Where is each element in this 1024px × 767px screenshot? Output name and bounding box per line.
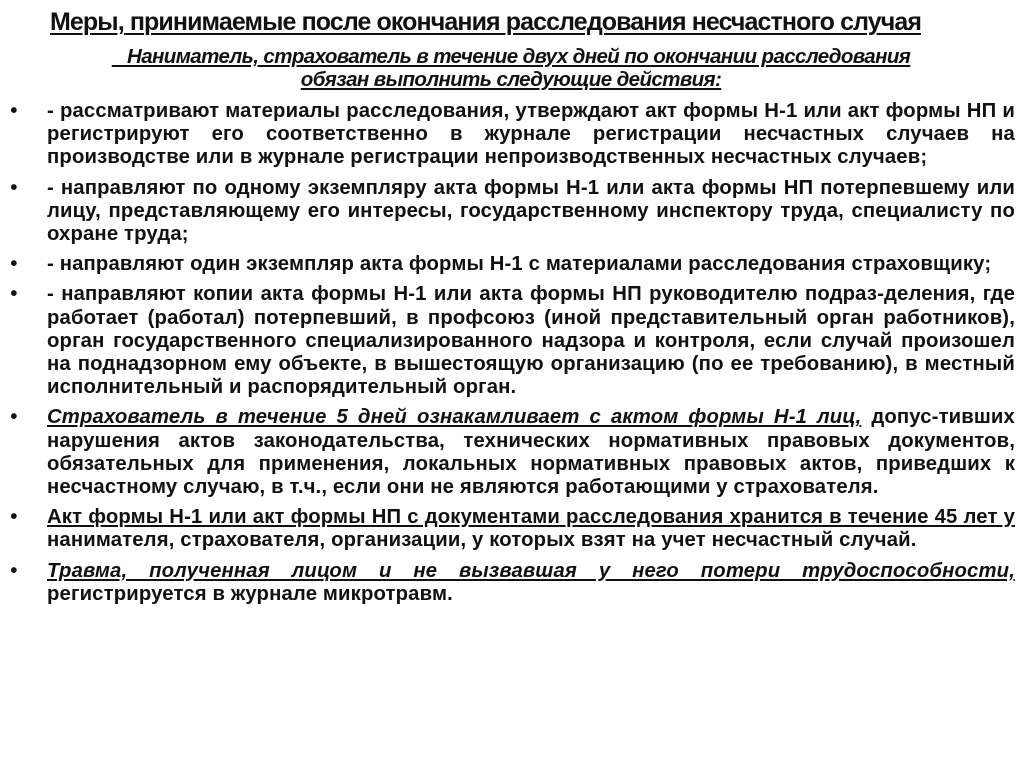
item-text: - направляют копии акта формы Н-1 или акта формы НП руководителю подраз-деления, где работает (работал) потерпевший, в профсоюз (иной представительный орган работников), орган государственного специализированного надзора и контроля, если случай произошел на поднадзорном ему объекте, в вышестоящую организацию (по ее требованию), в местный исполнительный и распорядительный орган. — [47, 283, 1015, 399]
item-text: регистрируется в журнале микротравм. — [47, 582, 453, 605]
bullet-icon: • — [10, 406, 18, 429]
subtitle-line-1: Наниматель, страхователь в течение двух дней по окончании расследования — [127, 45, 911, 68]
item-text: - рассматривают материалы расследования, утверждают акт формы Н-1 или акт формы НП и регистрируют его соответственно в журнале регистрации несчастных случаев на производстве или в журнале регистрации непроизводственных несчастных случаев; — [47, 100, 1015, 169]
list-item-send-copies-victim — [0, 177, 1024, 247]
list-item-review-materials — [0, 100, 1024, 170]
item-emphasis: Страхователь в течение 5 дней ознакамливает с актом формы Н-1 лиц, — [47, 406, 862, 429]
item-emphasis: Травма, полученная лицом и не вызвавшая у него потери трудоспособности, — [47, 559, 1015, 582]
bullet-icon: • — [10, 559, 18, 582]
bullet-icon: • — [10, 100, 18, 122]
list-item-send-copies-authorities — [0, 283, 1024, 399]
subtitle-leading-space — [112, 45, 127, 68]
item-text: - направляют один экземпляр акта формы Н-1 с материалами расследования страховщику; — [47, 253, 992, 276]
item-underlined: Акт формы Н-1 или акт формы НП с документами расследования хранится в течение 45 лет у — [47, 506, 1015, 529]
bullet-icon: • — [10, 253, 18, 276]
list-item-microtrauma — [0, 560, 1024, 606]
bullet-list — [0, 100, 1024, 613]
bullet-icon: • — [10, 176, 18, 199]
bullet-icon: • — [10, 283, 18, 306]
list-item-storage-period — [0, 506, 1024, 552]
item-text: допус-тивших нарушения актов законодательства, технических нормативных правовых документов, обязательных для применения, локальных нормативных правовых актов, приведших к несчастному случаю, в т.ч., если они не являются работающими у страхователя. — [47, 406, 1015, 499]
subtitle-line-2: обязан выполнить следующие действия: — [300, 68, 722, 91]
slide-title: Меры, принимаемые после окончания расследования несчастного случая — [50, 8, 922, 36]
item-text: нанимателя, страхователя, организации, у которых взят на учет несчастный случай. — [47, 529, 917, 552]
slide-subtitle — [46, 45, 976, 91]
list-item-familiarize-violators — [0, 406, 1024, 499]
list-item-send-to-insurer — [0, 253, 1024, 276]
item-text: - направляют по одному экземпляру акта формы Н-1 или акта формы НП потерпевшему или лицу, представляющему его интересы, государственному инспектору труда, специалисту по охране труда; — [47, 176, 1015, 246]
bullet-icon: • — [10, 506, 18, 529]
